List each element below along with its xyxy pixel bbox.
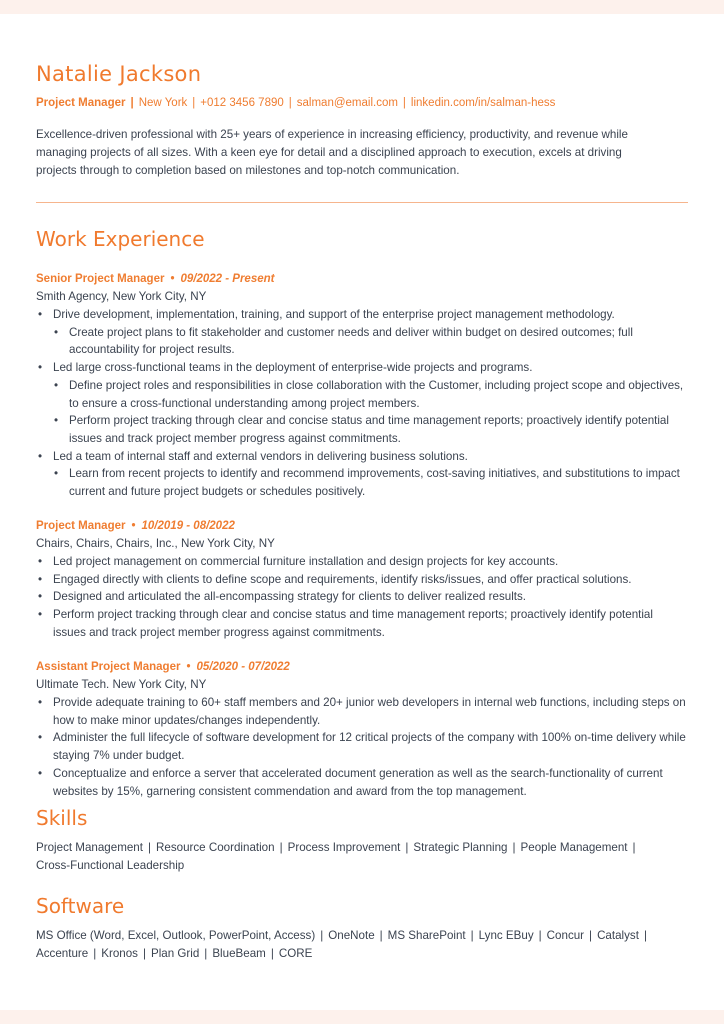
job-dates: 10/2019 - 08/2022: [141, 520, 235, 532]
job-duties: [36, 306, 688, 501]
skills-list: Project Management | Resource Coordination | Process Improvement | Strategic Planning | People Management | Cross-Functional Leadership: [36, 841, 636, 872]
contact-email: salman@email.com: [296, 97, 398, 109]
job-header: [36, 270, 688, 288]
list-item: • Drive development, implementation, training, and support of the enterprise project management methodology.: [36, 306, 688, 324]
contact-separator: |: [288, 97, 292, 109]
contact-separator: |: [130, 97, 134, 109]
software-item: Catalyst: [597, 929, 639, 942]
list-item: • Provide adequate training to 60+ staff members and 20+ junior web developers in internal web functions, including steps on how to make minor updates/changes independently.: [36, 694, 688, 729]
contact-separator: |: [192, 97, 196, 109]
job-dot: •: [170, 273, 175, 285]
contact-phone: +012 3456 7890: [200, 97, 284, 109]
software-item: Concur: [546, 929, 585, 942]
job-title: Assistant Project Manager: [36, 661, 181, 673]
contact-line: [36, 97, 555, 109]
software-item: CORE: [278, 947, 313, 960]
contact-linkedin: linkedin.com/in/salman-hess: [410, 97, 556, 109]
job-company: Chairs, Chairs, Chairs, Inc., New York City, NY: [36, 537, 275, 550]
list-item: • Create project plans to fit stakeholder and customer needs and deliver within budget on desired outcomes; full accountability for project results.: [36, 324, 688, 359]
job-title: Senior Project Manager: [36, 273, 165, 285]
skill-item: Cross-Functional Leadership: [36, 859, 185, 872]
list-item: • Define project roles and responsibilities in close collaboration with the Customer, including project scope and objectives, to ensure a cross-functional understanding among project members.: [36, 377, 688, 412]
job-duties: [36, 553, 688, 642]
list-item: • Led large cross-functional teams in the deployment of enterprise-wide projects and programs.: [36, 359, 688, 377]
professional-summary: Excellence-driven professional with 25+ years of experience in increasing efficiency, productivity, and revenue while managing projects of all sizes. With a keen eye for detail and a disciplined approach to execution, excels at driving projects through to completion based on milestones and top-notch communication.: [36, 128, 628, 177]
job-dot: •: [131, 520, 136, 532]
skill-item: People Management: [520, 841, 628, 854]
skill-item: Process Improvement: [287, 841, 401, 854]
software-item: Accenture: [36, 947, 89, 960]
job-title: Project Manager: [36, 520, 126, 532]
software-item: Plan Grid: [150, 947, 200, 960]
skill-item: Strategic Planning: [413, 841, 508, 854]
job-dot: •: [186, 661, 191, 673]
resume-page: [0, 14, 724, 1010]
list-item: • Engaged directly with clients to define scope and requirements, identify risks/issues, and offer practical solutions.: [36, 571, 688, 589]
job-header: [36, 517, 688, 535]
job-header: [36, 658, 688, 676]
software-item: Kronos: [101, 947, 138, 960]
candidate-name: Natalie Jackson: [36, 62, 202, 86]
job-duties: [36, 694, 688, 800]
skill-item: Project Management: [36, 841, 143, 854]
software-item: MS SharePoint: [387, 929, 466, 942]
software-item: BlueBeam: [212, 947, 266, 960]
software-heading: Software: [36, 894, 125, 918]
list-item: • Perform project tracking through clear and concise status and time management reports; proactively identify potential issues and track project member progress against commitments.: [36, 412, 688, 447]
software-item: MS Office (Word, Excel, Outlook, PowerPoint, Access): [36, 929, 316, 942]
skill-item: Resource Coordination: [156, 841, 275, 854]
job-entry: [36, 658, 688, 800]
list-item: • Led project management on commercial furniture installation and design projects for key accounts.: [36, 553, 688, 571]
job-entry: [36, 270, 688, 501]
contact-role: Project Manager: [36, 97, 126, 109]
job-entry: [36, 517, 688, 642]
list-item: • Led a team of internal staff and external vendors in delivering business solutions.: [36, 448, 688, 466]
software-item: Lync EBuy: [478, 929, 534, 942]
contact-location: New York: [138, 97, 188, 109]
software-item: OneNote: [328, 929, 375, 942]
software-list: MS Office (Word, Excel, Outlook, PowerPoint, Access) | OneNote | MS SharePoint | Lync EBuy | Concur | Catalyst | Accenture | Kronos | Plan Grid | BlueBeam | CORE: [36, 929, 647, 960]
list-item: • Designed and articulated the all-encompassing strategy for clients to deliver realized results.: [36, 588, 688, 606]
job-company: Ultimate Tech. New York City, NY: [36, 678, 207, 691]
job-dates: 05/2020 - 07/2022: [196, 661, 290, 673]
skills-heading: Skills: [36, 806, 88, 830]
list-item: • Administer the full lifecycle of software development for 12 critical projects of the company with 100% on-time delivery while staying 7% under budget.: [36, 729, 688, 764]
list-item: • Perform project tracking through clear and concise status and time management reports; proactively identify potential issues and track project member progress against commitments.: [36, 606, 688, 641]
list-item: • Conceptualize and enforce a server that accelerated document generation as well as the search-functionality of current websites by 15%, garnering consistent commendation and award from the top management.: [36, 765, 688, 800]
list-item: • Learn from recent projects to identify and recommend improvements, cost-saving initiatives, and substitutions to impact current and future project budgets or schedules positively.: [36, 465, 688, 500]
contact-separator: |: [402, 97, 406, 109]
work-experience-heading: Work Experience: [36, 227, 205, 251]
section-divider: [36, 202, 688, 203]
job-dates: 09/2022 - Present: [180, 273, 275, 285]
job-company: Smith Agency, New York City, NY: [36, 290, 207, 303]
